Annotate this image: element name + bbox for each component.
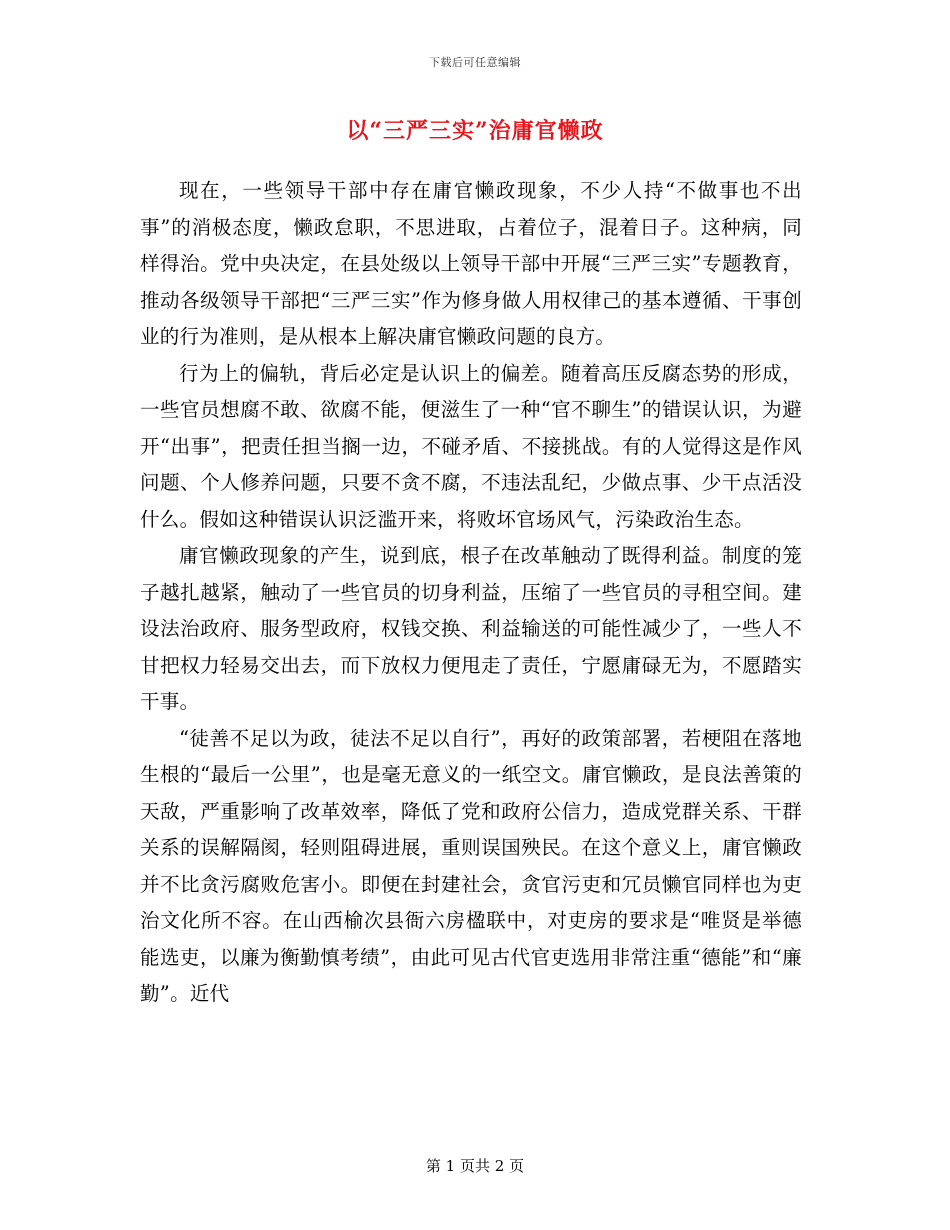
paragraph: “徒善不足以为政，徒法不足以自行”，再好的政策部署，若梗阻在落地生根的“最后一公里”，也是毫无意义的一纸空文。庸官懒政，是良法善策的天敌，严重影响了改革效率，降低了党和政府公信力，造成党群关系、干群关系的误解隔阂，轻则阻碍进展，重则误国殃民。在这个意义上，庸官懒政并不比贪污腐败危害小。即便在封建社会，贪官污吏和冗员懒官同样也为吏治文化所不容。在山西榆次县衙六房楹联中，对吏房的要求是“唯贤是举德能选吏，以廉为衡勤慎考绩”，由此可见古代官吏选用非常注重“德能”和“廉勤”。近代 <box>140 726 802 1005</box>
paragraph: 行为上的偏轨，背后必定是认识上的偏差。随着高压反腐态势的形成，一些官员想腐不敢、欲腐不能，便滋生了一种“官不聊生”的错误认识，为避开“出事”，把责任担当搁一边，不碰矛盾、不接挑战。有的人觉得这是作风问题、个人修养问题，只要不贪不腐，不违法乱纪，少做点事、少干点活没什么。假如这种错误认识泛滥开来，将败坏官场风气，污染政治生态。 <box>140 361 802 531</box>
document-body <box>140 173 802 1013</box>
paragraph: 现在，一些领导干部中存在庸官懒政现象，不少人持“不做事也不出事”的消极态度，懒政怠职，不思进取，占着位子，混着日子。这种病，同样得治。党中央决定，在县处级以上领导干部中开展“三严三实”专题教育，推动各级领导干部把“三严三实”作为修身做人用权律己的基本遵循、干事创业的行为准则，是从根本上解决庸官懒政问题的良方。 <box>140 179 802 348</box>
document-title: 以“三严三实”治庸官懒政 <box>346 118 604 144</box>
paragraph: 庸官懒政现象的产生，说到底，根子在改革触动了既得利益。制度的笼子越扎越紧，触动了一些官员的切身利益，压缩了一些官员的寻租空间。建设法治政府、服务型政府，权钱交换、利益输送的可能性减少了，一些人不甘把权力轻易交出去，而下放权力便甩走了责任，宁愿庸碌无为，不愿踏实干事。 <box>140 544 802 713</box>
page-footer: 第 1 页共 2 页 <box>425 1157 525 1175</box>
header-note: 下载后可任意编辑 <box>429 56 521 69</box>
